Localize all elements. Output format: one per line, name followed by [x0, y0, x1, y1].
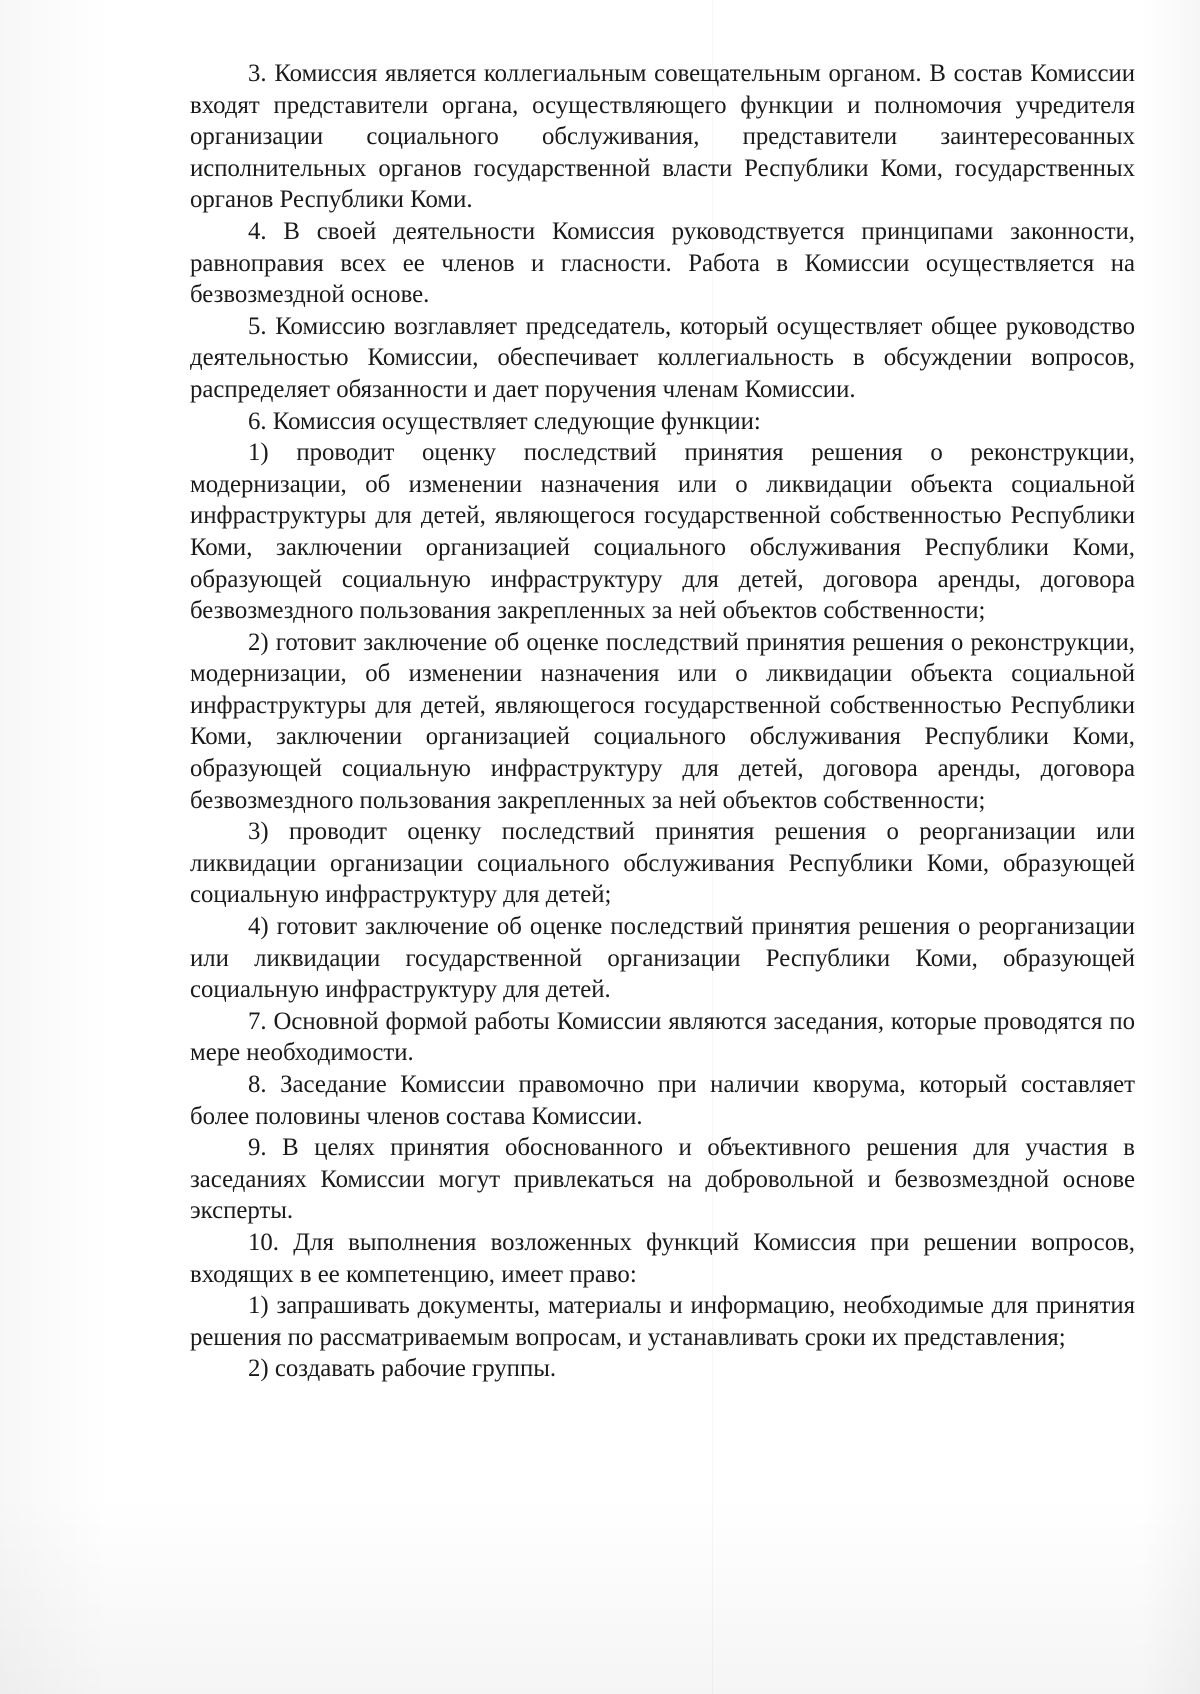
paragraph-6-item-3: 3) проводит оценку последствий принятия решения о реорганизации или ликвидации организации социального обслуживания Республики Коми, образующей социальную инфраструктуру для детей; [190, 818, 1135, 909]
paragraph-6-item-4: 4) готовит заключение об оценке последствий принятия решения о реорганизации или ликвидации государственной организации Республики Коми, образующей социальную инфраструктуру для детей. [190, 913, 1135, 1004]
scan-shadow-right [1140, 0, 1200, 1694]
paragraph-5: 5. Комиссию возглавляет председатель, который осуществляет общее руководство деятельностью Комиссии, обеспечивает коллегиальность в обсуждении вопросов, распределяет обязанности и дает поручения членам Комиссии. [190, 312, 1135, 403]
paragraph-10-item-2: 2) создавать рабочие группы. [248, 1355, 557, 1383]
document-body [190, 58, 1135, 1385]
scan-shadow-bottom [0, 1494, 1200, 1694]
paragraph-6-item-2: 2) готовит заключение об оценке последствий принятия решения о реконструкции, модернизации, об изменении назначения или о ликвидации объекта социальной инфраструктуры для детей, являющегося государственной собственностью Республики Коми, заключении организацией социального обслуживания Республики Коми, образующей социальную инфраструктуру для детей, договора аренды, договора безвозмездного пользования закрепленных за ней объектов собственности; [190, 628, 1135, 814]
paragraph-9: 9. В целях принятия обоснованного и объективного решения для участия в заседаниях Комиссии могут привлекаться на добровольной и безвозмездной основе эксперты. [190, 1134, 1135, 1225]
paragraph-6: 6. Комиссия осуществляет следующие функции: [248, 407, 761, 435]
scan-shadow-left [0, 0, 110, 1694]
paragraph-6-item-1: 1) проводит оценку последствий принятия решения о реконструкции, модернизации, об изменении назначения или о ликвидации объекта социальной инфраструктуры для детей, являющегося государственной собственностью Республики Коми, заключении организацией социального обслуживания Республики Коми, образующей социальную инфраструктуру для детей, договора аренды, договора безвозмездного пользования закрепленных за ней объектов собственности; [190, 439, 1135, 625]
paragraph-4: 4. В своей деятельности Комиссия руководствуется принципами законности, равноправия всех ее членов и гласности. Работа в Комиссии осуществляется на безвозмездной основе. [190, 217, 1135, 309]
paragraph-3: 3. Комиссия является коллегиальным совещательным органом. В состав Комиссии входят представители органа, осуществляющего функции и полномочия учредителя организации социального обслуживания, представители заинтересованных исполнительных органов государственной власти Республики Коми, государственных органов Республики Коми. [190, 60, 1135, 214]
paragraph-10-item-1: 1) запрашивать документы, материалы и информацию, необходимые для принятия решения по рассматриваемым вопросам, и устанавливать сроки их представления; [190, 1292, 1135, 1351]
paragraph-10: 10. Для выполнения возложенных функций Комиссия при решении вопросов, входящих в ее компетенцию, имеет право: [190, 1228, 1135, 1288]
paragraph-7: 7. Основной формой работы Комиссии являются заседания, которые проводятся по мере необходимости. [190, 1007, 1135, 1067]
paragraph-8: 8. Заседание Комиссии правомочно при наличии кворума, который составляет более половины членов состава Комиссии. [190, 1071, 1135, 1130]
